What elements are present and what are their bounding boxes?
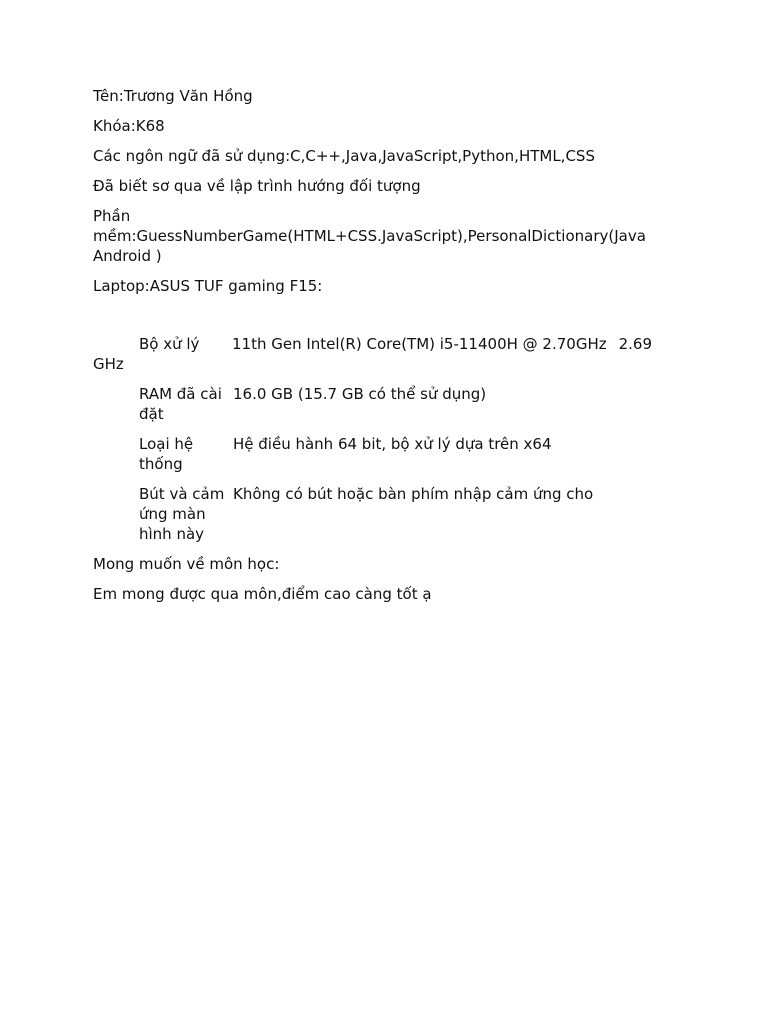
document-page: [93, 86, 673, 614]
wish-line: Em mong được qua môn,điểm cao càng tốt ạ: [93, 585, 432, 603]
spec-value-cpu: 11th Gen Intel(R) Core(TM) i5-11400H @ 2.70GHz: [232, 335, 607, 353]
languages-line: Các ngôn ngữ đã sử dụng:C,C++,Java,JavaScript,Python,HTML,CSS: [93, 147, 595, 165]
laptop-line: Laptop:ASUS TUF gaming F15:: [93, 277, 323, 295]
spec-value-system: Hệ điều hành 64 bit, bộ xử lý dựa trên x64: [233, 435, 552, 453]
spec-row-ram: [93, 384, 673, 424]
spec-row-cpu: [93, 334, 673, 374]
spec-value-ram: 16.0 GB (15.7 GB có thể sử dụng): [233, 385, 487, 403]
spec-value-cpu-freq: 2.69 GHz: [93, 335, 653, 373]
oop-line: Đã biết sơ qua về lập trình hướng đối tượng: [93, 177, 421, 195]
course-line: Khóa:K68: [93, 117, 165, 135]
spec-label-ram: RAM đã cài đặt: [139, 385, 222, 423]
software-line: Phần mềm:GuessNumberGame(HTML+CSS.JavaScript),PersonalDictionary(Java Android ): [93, 207, 646, 265]
name-line: Tên:Trương Văn Hồng: [93, 87, 253, 105]
spec-value-pen: Không có bút hoặc bàn phím nhập cảm ứng cho: [233, 485, 594, 503]
blank-line: [93, 306, 673, 334]
spec-label-system: Loại hệ thống: [139, 435, 194, 473]
spec-row-pen: [93, 484, 673, 544]
wish-heading: Mong muốn về môn học:: [93, 555, 280, 573]
spec-label-pen: Bút và cảm ứng màn hình này: [139, 485, 225, 543]
spec-label-cpu: Bộ xử lý: [139, 335, 200, 353]
spec-row-system: [93, 434, 673, 474]
